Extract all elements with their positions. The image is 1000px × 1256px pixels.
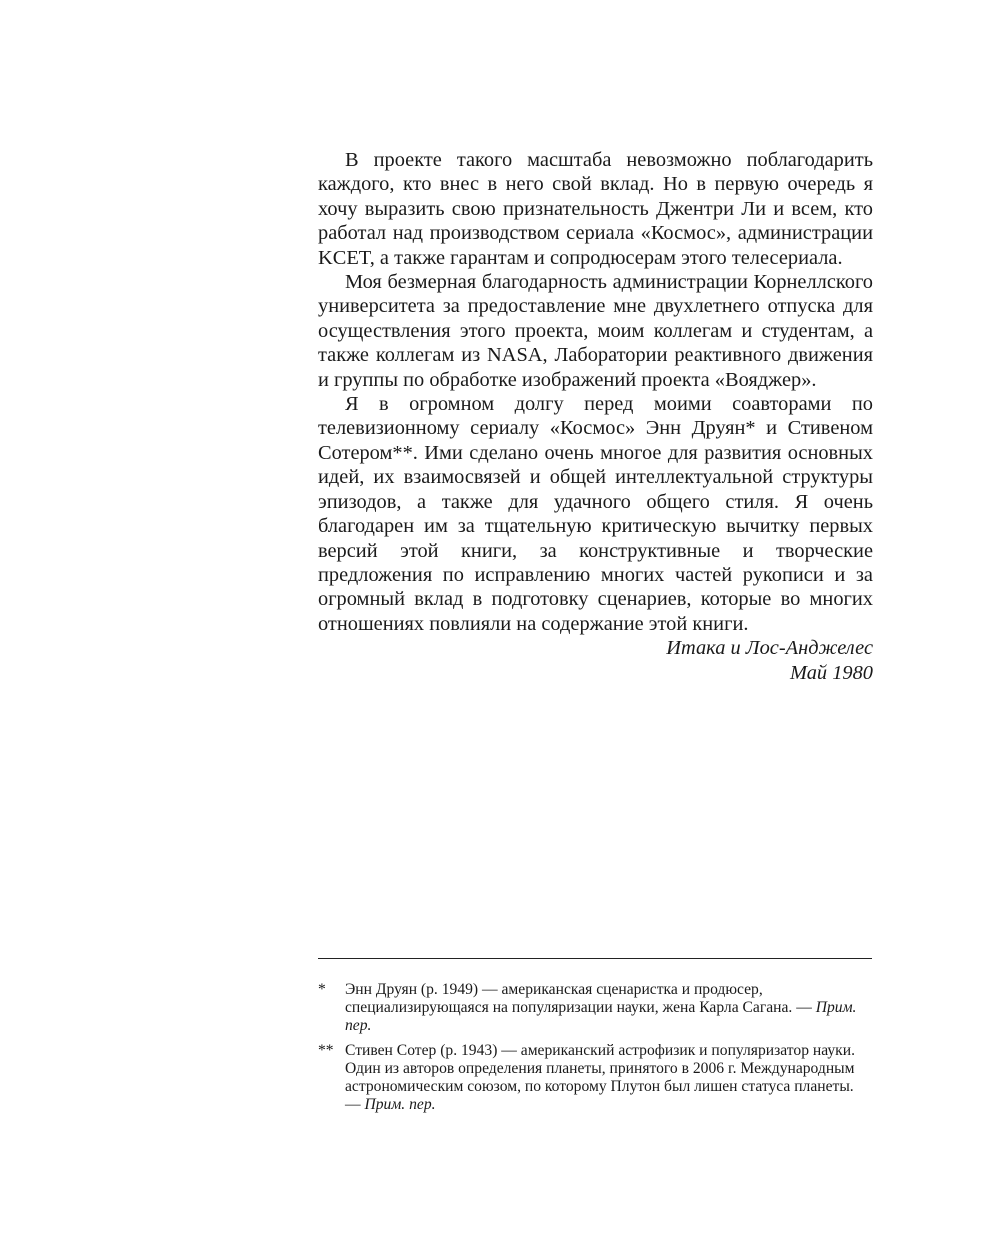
footnote-body: Энн Друян (р. 1949) — американская сценаристка и продюсер, специализирующаяся на популяризации науки, жена Карла Сагана. — [345, 981, 816, 1017]
paragraph-1: В проекте такого масштаба невозможно поблагодарить каждого, кто внес в него свой вклад. Но в первую очередь я хочу выразить свою признательность Джентри Ли и всем, кто работал над производством сериала «Космос», администрации KCET, а также гарантам и сопродюсерам этого телесериала. [318, 149, 873, 269]
footnotes [318, 981, 873, 1120]
paragraph-3: Я в огромном долгу перед моими соавторами по телевизионному сериалу «Космос» Энн Друян* и Стивеном Сотером**. Ими сделано очень многое для развития основных идей, их взаимосвязей и общей интеллектуальной структуры эпизодов, а также для удачного общего стиля. Я очень благодарен им за тщательную критическую вычитку первых версий этой книги, за конструктивные и творческие предложения по исправлению многих частей рукописи и за огромный вклад в подготовку сценариев, которые во многих отношениях повлияли на содержание этой книги. [318, 393, 873, 635]
footnote-translator-note: Прим. пер. [364, 1096, 436, 1114]
footnote-mark: * [318, 981, 326, 998]
footnote-text [345, 1042, 873, 1115]
footnote-text [345, 981, 873, 1036]
footnote-body: Стивен Сотер (р. 1943) — американский астрофизик и популяризатор науки. Один из авторов определения планеты, принятого в 2006 г. Международным астрономическим союзом, по которому Плутон был лишен статуса планеты. — [345, 1041, 855, 1114]
footnote-2 [318, 1042, 873, 1115]
footnote-mark: ** [318, 1041, 334, 1059]
main-text [318, 148, 873, 685]
footnote-translator-note: Прим. пер. [345, 999, 857, 1035]
footnote-1 [318, 981, 873, 1036]
signature-place: Итака и Лос-Анджелес [666, 637, 873, 660]
signature-date: Май 1980 [790, 661, 873, 684]
footnote-divider [318, 958, 872, 959]
paragraph-2: Моя безмерная благодарность администрации Корнеллского университета за предоставление мне двухлетнего отпуска для осуществления этого проекта, моим коллегам и студентам, а также коллегам из NASA, Лаборатории реактивного движения и группы по обработке изображений проекта «Вояджер». [318, 271, 873, 391]
